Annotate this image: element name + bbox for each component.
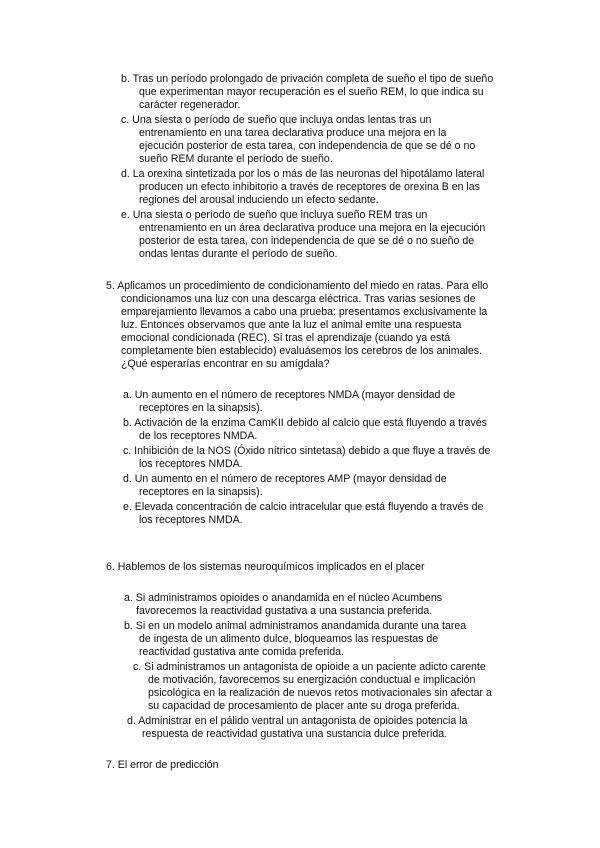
text-line: d. Un aumento en el número de receptores AMP (mayor densidad de	[123, 473, 447, 485]
text-line: emparejamiento llevamos a cabo una prueba: presentamos exclusivamente la	[121, 306, 488, 318]
text-line: de ingesta de un alimento dulce, bloqueamos las respuestas de	[139, 633, 439, 645]
text-line: receptores en la sinapsis).	[139, 402, 263, 414]
text-line: emocional condicionada (REC). Si tras el aprendizaje (cuando ya está	[121, 332, 451, 344]
text-line: c. Inhibición de la NOS (Óxido nítrico sintetasa) debido a que fluye a través de	[123, 445, 491, 457]
text-line: d. Administrar en el pálido ventral un antagonista de opioides potencia la	[127, 715, 468, 727]
text-line: su capacidad de procesamiento de placer ante su droga preferida.	[148, 700, 460, 712]
text-line: sueño REM durante el período de sueño.	[139, 153, 333, 165]
text-line: completamente bien establecido) evaluásemos los cerebros de los animales.	[121, 345, 482, 357]
text-line: 6. Hablemos de los sistemas neuroquímicos implicados en el placer	[106, 561, 425, 573]
text-line: e. Elevada concentración de calcio intracelular que está fluyendo a través de	[123, 501, 484, 513]
text-line: 7. El error de predicción	[106, 759, 219, 771]
text-line: ondas lentas durante el período de sueño.	[139, 248, 338, 260]
text-line: condicionamos una luz con una descarga eléctrica. Tras varias sesiones de	[121, 293, 476, 305]
text-line: a. Si administramos opioides o anandamida en el núcleo Acumbens	[124, 592, 443, 604]
text-line: respuesta de reactividad gustativa una sustancia dulce preferida.	[142, 728, 448, 740]
text-line: receptores en la sinapsis).	[139, 486, 263, 498]
text-line: 5. Aplicamos un procedimiento de condicionamiento del miedo en ratas. Para ello	[106, 280, 489, 292]
text-line: favorecemos la reactividad gustativa a una sustancia preferida.	[136, 605, 433, 617]
text-line: b. Tras un período prolongado de privación completa de sueño el tipo de sueño	[121, 73, 494, 85]
text-line: reactividad gustativa ante comida preferida.	[139, 646, 344, 658]
text-line: e. Una siesta o período de sueño que incluya sueño REM tras un	[121, 209, 428, 221]
text-line: luz. Entonces observamos que ante la luz el animal emite una respuesta	[121, 319, 462, 331]
text-line: b. Activación de la enzima CamKII debido al calcio que está fluyendo a través	[123, 417, 487, 429]
text-line: ejecución posterior de esta tarea, con independencia de que se dé o no	[139, 140, 476, 152]
text-line: de los receptores NMDA.	[139, 430, 258, 442]
text-line: ¿Qué esperarías encontrar en su amígdala?	[121, 358, 330, 370]
text-line: carácter regenerador.	[139, 99, 241, 111]
text-line: posterior de esta tarea, con independencia de que se dé o no sueño de	[139, 235, 475, 247]
text-line: a. Un aumento en el número de receptores NMDA (mayor densidad de	[123, 389, 456, 401]
text-line: psicológica en la realización de nuevos retos motivacionales sin afectar a	[148, 687, 492, 699]
text-line: que experimentan mayor recuperación es el sueño REM, lo que indica su	[139, 86, 484, 98]
text-line: entrenamiento en una tarea declarativa produce una mejora en la	[139, 127, 447, 139]
text-line: c. Una siesta o período de sueño que incluya ondas lentas tras un	[121, 114, 432, 126]
text-line: regiones del arousal induciendo un efecto sedante.	[139, 194, 379, 206]
text-line: producen un efecto inhibitorio a través de receptores de orexina B en las	[139, 181, 480, 193]
text-line: los receptores NMDA.	[139, 514, 243, 526]
text-line: entrenamiento en un área declarativa produce una mejora en la ejecución	[139, 222, 486, 234]
text-line: c. Si administramos un antagonista de opioide a un paciente adicto carente	[133, 661, 486, 673]
text-line: los receptores NMDA.	[139, 458, 243, 470]
text-line: d. La orexina sintetizada por los o más de las neuronas del hipotálamo lateral	[121, 168, 485, 180]
text-line: b. Si en un modelo animal administramos anandamida durante una tarea	[124, 620, 467, 632]
text-line: de motivación, favorecemos su energización conductual e implicación	[148, 674, 476, 686]
